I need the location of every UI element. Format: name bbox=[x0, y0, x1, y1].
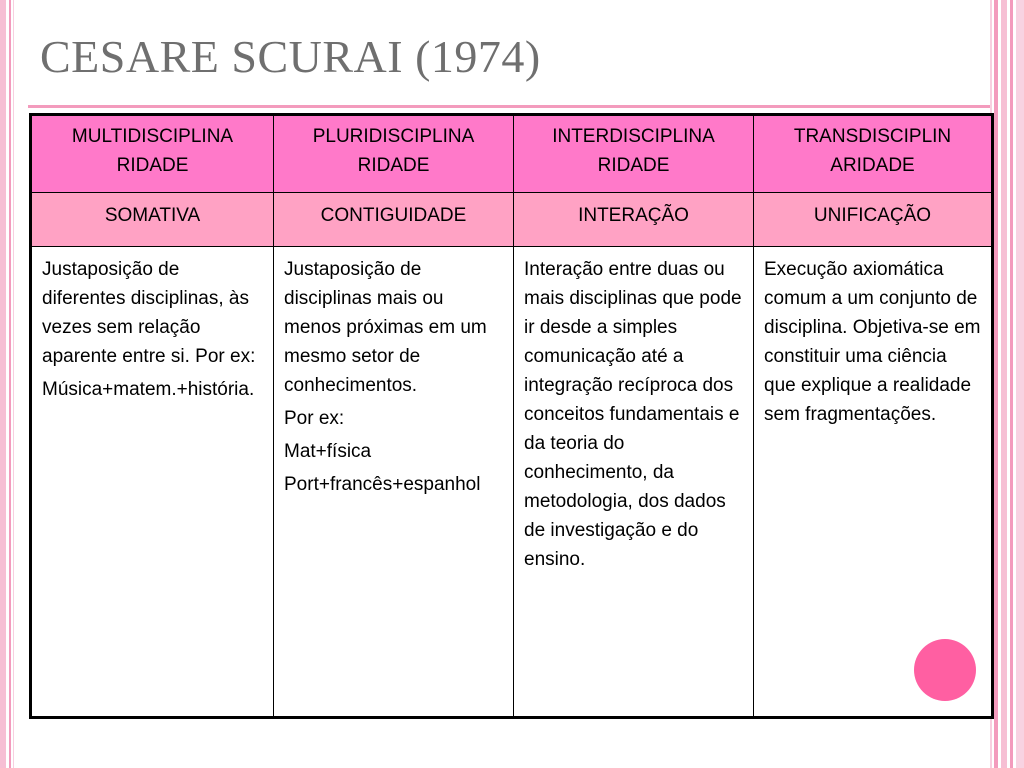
title-divider bbox=[28, 105, 990, 108]
comparison-table bbox=[29, 113, 994, 719]
header-line: TRANSDISCIPLIN bbox=[793, 126, 952, 147]
right-stripe-3 bbox=[1001, 0, 1007, 768]
description-paragraph: Interação entre duas ou mais disciplinas que pode ir desde a simples comunicação até a integração recíproca dos conceitos fundamentais e da teoria do conhecimento, da metodologia, dos dados de investigação e do ensino. bbox=[524, 259, 742, 570]
header-line: RIDADE bbox=[597, 155, 670, 176]
header-line: MULTIDISCIPLINA bbox=[71, 126, 234, 147]
header-line: PLURIDISCIPLINA bbox=[312, 126, 475, 147]
description-cell-pluri bbox=[274, 247, 514, 718]
header-line: ARIDADE bbox=[830, 155, 915, 176]
slide-title: CESARE SCURAI (1974) bbox=[40, 31, 541, 82]
description-paragraph: Por ex: bbox=[284, 408, 345, 429]
header-row bbox=[31, 115, 993, 193]
description-paragraph: Port+francês+espanhol bbox=[284, 474, 481, 495]
description-paragraph: Justaposição de diferentes disciplinas, às vezes sem relação aparente entre si. Por ex: bbox=[42, 259, 256, 367]
right-stripe-5 bbox=[1016, 0, 1024, 768]
description-cell-inter bbox=[514, 247, 754, 718]
header-cell-transdisciplinaridade bbox=[754, 115, 993, 193]
header-line: INTERDISCIPLINA bbox=[552, 126, 715, 147]
subheader-cell: SOMATIVA bbox=[31, 193, 274, 247]
header-line: RIDADE bbox=[357, 155, 430, 176]
right-stripe-2 bbox=[994, 0, 998, 768]
left-stripe-1 bbox=[0, 0, 6, 768]
right-stripe-4 bbox=[1010, 0, 1013, 768]
header-cell-interdisciplinaridade bbox=[514, 115, 754, 193]
header-line: RIDADE bbox=[116, 155, 189, 176]
header-cell-pluridisciplinaridade bbox=[274, 115, 514, 193]
description-paragraph: Mat+física bbox=[284, 441, 372, 462]
subheader-cell: INTERAÇÃO bbox=[514, 193, 754, 247]
subheader-cell: CONTIGUIDADE bbox=[274, 193, 514, 247]
description-paragraph: Justaposição de disciplinas mais ou menos próximas em um mesmo setor de conhecimentos. bbox=[284, 259, 487, 396]
subheader-row bbox=[31, 193, 993, 247]
description-paragraph: Execução axiomática comum a um conjunto de disciplina. Objetiva-se em constituir uma ciência que explique a realidade sem fragmentações. bbox=[764, 259, 981, 425]
left-stripe-2 bbox=[9, 0, 11, 768]
decorative-dot bbox=[914, 639, 976, 701]
description-row bbox=[31, 247, 993, 718]
header-cell-multidisciplinaridade bbox=[31, 115, 274, 193]
description-cell-multi bbox=[31, 247, 274, 718]
subheader-cell: UNIFICAÇÃO bbox=[754, 193, 993, 247]
description-paragraph: Música+matem.+história. bbox=[42, 379, 255, 400]
left-stripe-3 bbox=[13, 0, 14, 768]
